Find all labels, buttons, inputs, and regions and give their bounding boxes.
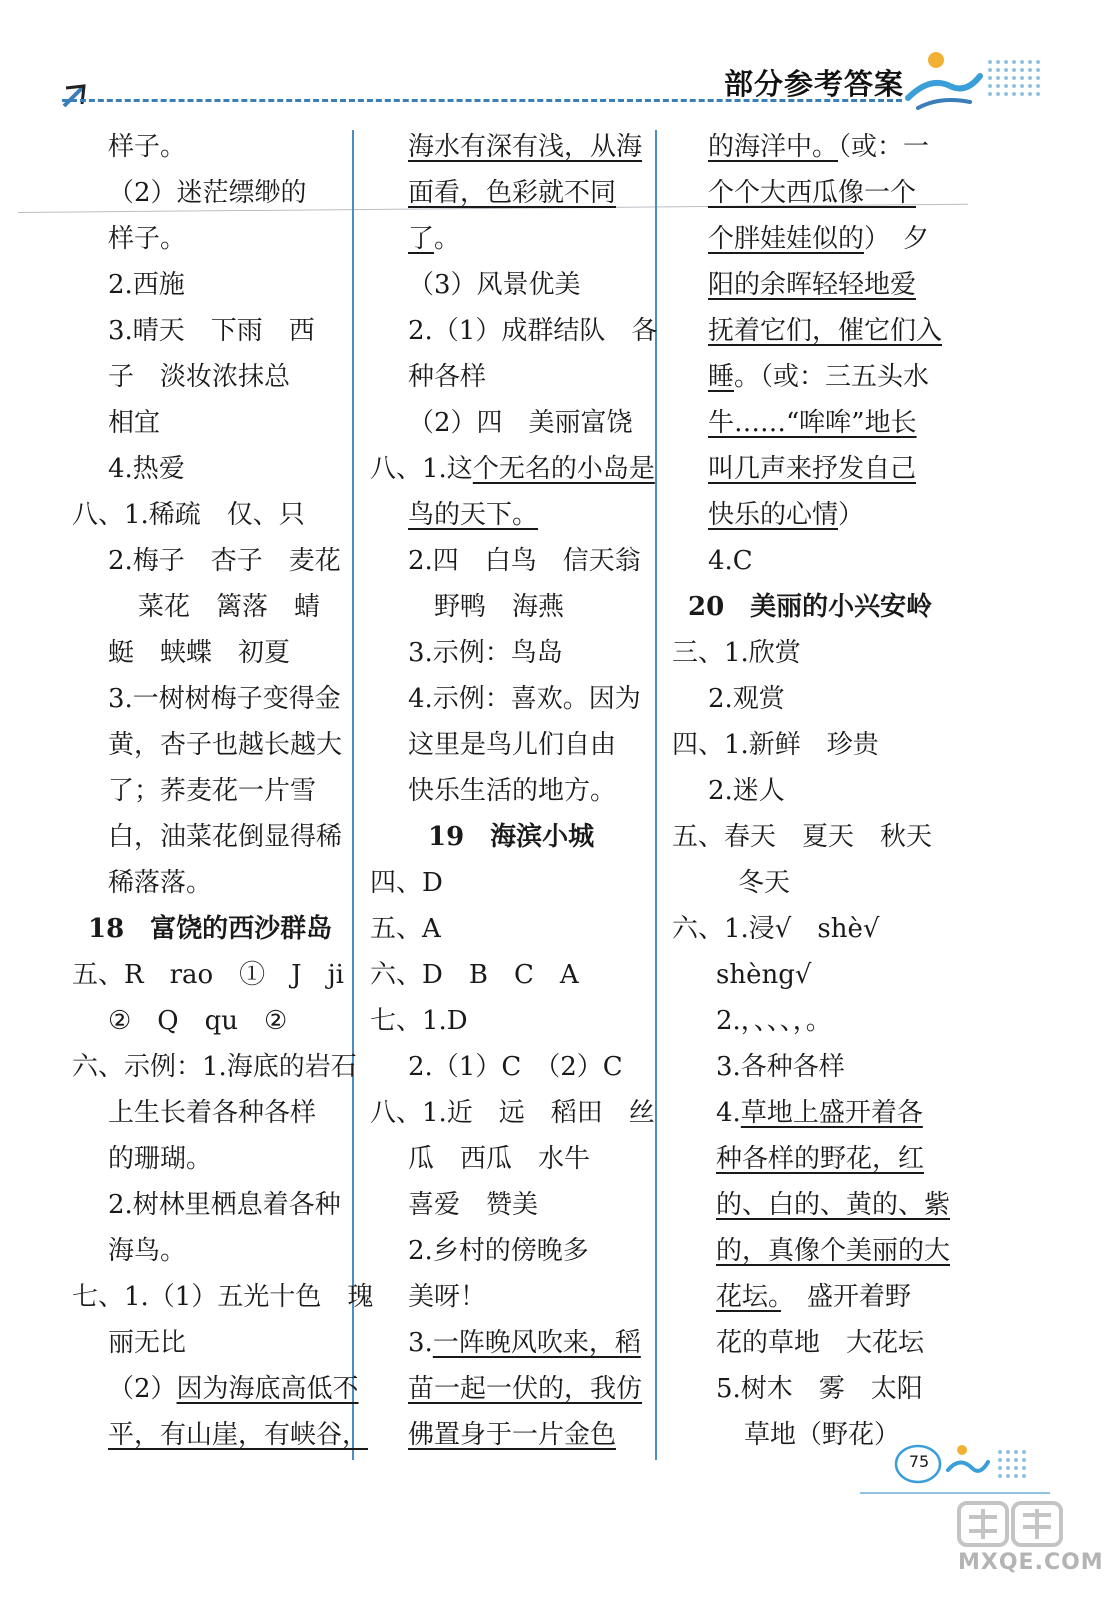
answer-line: 2.乡村的傍晚多 <box>408 1236 589 1266</box>
answer-line <box>716 1188 950 1222</box>
answer-line: 3.一树树梅子变得金 <box>108 684 341 714</box>
underlined-text: 的，真像个美丽的大 <box>716 1236 951 1266</box>
answer-line: 快乐的心情） <box>708 500 865 530</box>
answer-line: 4.示例：喜欢。因为 <box>408 684 641 714</box>
watermark-text: MXQE.COM <box>958 1550 1104 1575</box>
answer-line: 个胖娃娃似的） 夕 <box>708 224 930 254</box>
underlined-text: 苗一起一伏的，我仿 <box>408 1374 643 1404</box>
underlined-text: 鸟的天下。 <box>408 500 539 530</box>
underlined-text: 草地上盛开着各 <box>740 1098 923 1128</box>
answer-line: 上生长着各种各样 <box>108 1098 317 1128</box>
underlined-text: 面看，色彩就不同 <box>408 178 617 208</box>
footer-rule <box>860 1492 1050 1494</box>
answer-line: 六、示例：1.海底的岩石 <box>72 1052 357 1082</box>
answer-line: 2.（1）成群结队 各 <box>408 316 658 346</box>
answer-line: 五、A <box>370 914 441 944</box>
answer-line <box>716 1234 950 1268</box>
answer-line: 喜爱 赞美 <box>408 1190 539 1220</box>
answer-line <box>108 1418 368 1452</box>
answer-line: 六、1.浸√ shè√ <box>672 914 880 944</box>
answer-line: 4.草地上盛开着各 <box>716 1098 923 1128</box>
answer-line: 野鸭 海燕 <box>434 592 565 622</box>
answer-line: 3.各种各样 <box>716 1052 845 1082</box>
underlined-text: 睡 <box>708 362 735 392</box>
underlined-text: 个个大西瓜像一个 <box>708 178 917 208</box>
answer-line: （2）四 美丽富饶 <box>408 408 633 438</box>
answer-line: 了。 <box>408 224 461 254</box>
answer-line: 三、1.欣赏 <box>672 638 801 668</box>
swimmer-logo-icon <box>900 46 1050 116</box>
answer-line: 种各样 <box>408 362 487 392</box>
answer-line: 六、D B C A <box>370 960 579 990</box>
answer-line: 3.晴天 下雨 西 <box>108 316 315 346</box>
underlined-text: 平，有山崖，有峡谷， <box>108 1420 369 1450</box>
page-number: 75 <box>908 1452 930 1471</box>
underlined-text: 因为海底高低不 <box>176 1374 359 1404</box>
answer-line <box>408 176 616 210</box>
answer-line: 2.四 白鸟 信天翁 <box>408 546 641 576</box>
answer-line: 稀落落。 <box>108 868 213 898</box>
answer-line: （3）风景优美 <box>408 270 581 300</box>
answer-line: 海鸟。 <box>108 1236 187 1266</box>
underlined-text: 花坛。 <box>716 1282 782 1312</box>
watermark-logo-icon <box>955 1495 1065 1551</box>
section-heading: 20 美丽的小兴安岭 <box>688 592 933 622</box>
answer-line <box>708 314 942 348</box>
answer-line: （2）迷茫缥缈的 <box>108 178 307 208</box>
underlined-text: 个无名的小岛是 <box>472 454 655 484</box>
answer-line: 瓜 西瓜 水牛 <box>408 1144 591 1174</box>
answer-line: 的海洋中。（或：一 <box>708 132 930 162</box>
answer-line: 睡。（或：三五头水 <box>708 362 930 392</box>
underlined-text: 种各样的野花，红 <box>716 1144 925 1174</box>
answer-line <box>708 176 916 210</box>
answer-line: 样子。 <box>108 224 187 254</box>
answer-line: 了；荞麦花一片雪 <box>108 776 317 806</box>
underlined-text: 个胖娃娃似的 <box>708 224 865 254</box>
underlined-text: 海水有深有浅，从海 <box>408 132 643 162</box>
answer-line: 2.迷人 <box>708 776 785 806</box>
underlined-text: 快乐的心情 <box>708 500 839 530</box>
underlined-text: 的、白的、黄的、紫 <box>716 1190 951 1220</box>
answer-line <box>408 130 642 164</box>
pencil-arrow-icon <box>60 80 90 110</box>
answer-line: 七、1.D <box>370 1006 468 1036</box>
answer-line: 2.树林里栖息着各种 <box>108 1190 341 1220</box>
section-heading: 18 富饶的西沙群岛 <box>88 914 333 944</box>
page-number-badge-icon <box>860 1440 1050 1490</box>
answer-line <box>408 1372 642 1406</box>
answer-line: 5.树木 雾 太阳 <box>716 1374 923 1404</box>
answer-line: 3.一阵晚风吹来，稻 <box>408 1328 641 1358</box>
answer-line: shèng√ <box>716 960 812 990</box>
answer-line: 这里是鸟儿们自由 <box>408 730 617 760</box>
answer-line: 四、D <box>370 868 443 898</box>
answer-line: 2.，、、、，。 <box>716 1006 832 1036</box>
answer-line: 七、1.（1）五光十色 瑰 <box>72 1282 374 1312</box>
answer-line: 四、1.新鲜 珍贵 <box>672 730 879 760</box>
answer-line: 草地（野花） <box>744 1420 901 1450</box>
underlined-text: 牛……“哞哞”地长 <box>708 408 917 438</box>
answer-line: 八、1.近 远 稻田 丝 <box>370 1098 655 1128</box>
answer-line: 八、1.稀疏 仅、只 <box>72 500 305 530</box>
answer-line <box>708 268 916 302</box>
underlined-text: 叫几声来抒发自己 <box>708 454 917 484</box>
answer-line: 子 淡妆浓抹总 <box>108 362 291 392</box>
underlined-text: 佛置身于一片金色 <box>408 1420 617 1450</box>
underlined-text: 了 <box>408 224 435 254</box>
answer-line: 2.西施 <box>108 270 185 300</box>
answer-line: 样子。 <box>108 132 187 162</box>
answer-line: 冬天 <box>738 868 791 898</box>
answer-line: 快乐生活的地方。 <box>408 776 617 806</box>
answer-line: 黄，杏子也越长越大 <box>108 730 343 760</box>
answer-line <box>708 406 917 440</box>
answer-line: 相宜 <box>108 408 161 438</box>
answer-line: 2.观赏 <box>708 684 785 714</box>
answer-line: 2.（1）C （2）C <box>408 1052 623 1082</box>
answer-line <box>408 1418 616 1452</box>
answer-line: 4.C <box>708 546 753 576</box>
section-title: 部分参考答案 <box>724 67 905 101</box>
underlined-text: 抚着它们，催它们入 <box>708 316 943 346</box>
answer-line <box>408 498 538 532</box>
answer-line: 的珊瑚。 <box>108 1144 213 1174</box>
answer-line: 蜓 蛱蝶 初夏 <box>108 638 291 668</box>
underlined-text: 一阵晚风吹来，稻 <box>432 1328 641 1358</box>
answer-line: 八、1.这个无名的小岛是 <box>370 454 655 484</box>
column-divider-1 <box>352 130 354 1460</box>
answer-line: 3.示例：鸟岛 <box>408 638 563 668</box>
answer-line: 菜花 篱落 蜻 <box>138 592 321 622</box>
answer-line: 丽无比 <box>108 1328 187 1358</box>
answer-line: 花的草地 大花坛 <box>716 1328 925 1358</box>
answer-line <box>708 452 916 486</box>
section-heading: 19 海滨小城 <box>428 822 595 852</box>
answer-line: 4.热爱 <box>108 454 185 484</box>
answer-line: （2）因为海底高低不 <box>108 1374 359 1404</box>
answer-line: 花坛。 盛开着野 <box>716 1282 912 1312</box>
answer-line: 2.梅子 杏子 麦花 <box>108 546 341 576</box>
answer-line <box>716 1142 924 1176</box>
answer-line: 白，油菜花倒显得稀 <box>108 822 343 852</box>
answer-line: 美呀！ <box>408 1282 487 1312</box>
underlined-text: 的海洋中。 <box>708 132 839 162</box>
answer-line: ② Q qu ② <box>108 1006 288 1036</box>
answer-line: 五、春天 夏天 秋天 <box>672 822 933 852</box>
answer-line: 五、R rao ① J ji <box>72 960 344 990</box>
underlined-text: 阳的余晖轻轻地爱 <box>708 270 917 300</box>
